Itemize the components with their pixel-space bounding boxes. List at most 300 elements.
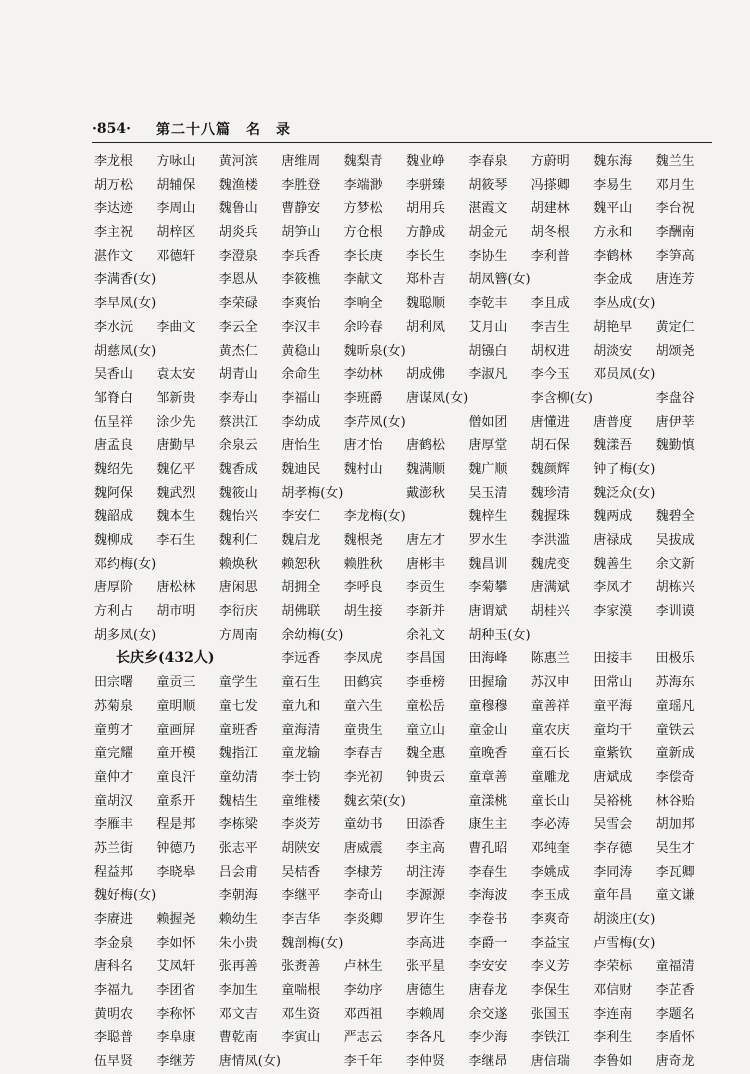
empty-cell	[593, 387, 655, 411]
person-name: 李源源	[406, 888, 446, 904]
person-name: 唐维周	[281, 154, 321, 169]
person-name: 魏阿保	[94, 485, 134, 501]
person-name: 童善祥	[530, 698, 570, 714]
person-name: 钟德乃	[156, 840, 196, 856]
person-name: 胡石保	[530, 438, 570, 454]
person-name: 胡辅保	[156, 177, 196, 193]
person-name: 李千年	[343, 1054, 383, 1070]
person-name: 唐怡生	[281, 438, 321, 454]
person-name: 唐勤早	[156, 438, 196, 454]
person-name: 艾月山	[468, 319, 508, 335]
person-name: 苏兰街	[94, 840, 134, 856]
empty-cell	[656, 482, 718, 506]
person-name: 涂少先	[156, 414, 196, 430]
person-name: 黄定仁	[655, 319, 695, 335]
person-name: 吴桔香	[281, 864, 321, 880]
person-name: 李安仁	[281, 509, 321, 525]
person-name: 康生主	[468, 817, 508, 833]
person-name: 李金泉	[94, 935, 134, 951]
person-name: 方仓根	[343, 225, 383, 241]
person-name: 李聪普	[94, 1030, 134, 1046]
person-name: 童贵生	[343, 722, 383, 738]
person-name: 胡凤簪(女)	[468, 272, 531, 288]
person-name: 魏昌训	[468, 556, 508, 572]
person-name: 方利占	[94, 604, 134, 620]
person-name: 张国玉	[530, 1006, 570, 1022]
person-name: 黄稳山	[281, 343, 321, 359]
empty-cell	[156, 268, 218, 292]
person-name: 童新成	[655, 746, 695, 762]
person-name: 李鲁如	[593, 1054, 633, 1070]
name-row	[94, 884, 718, 908]
person-name: 余交遂	[468, 1006, 508, 1022]
person-name: 李盘谷	[655, 390, 695, 406]
person-name: 唐普度	[593, 414, 633, 430]
person-name: 李易生	[593, 177, 633, 193]
person-name: 胡利凤	[406, 319, 446, 335]
empty-cell	[406, 340, 468, 364]
person-name: 罗水生	[468, 533, 508, 548]
person-name: 李安安	[468, 959, 508, 975]
person-name: 朱小贵	[218, 935, 258, 951]
person-name: 田海峰	[468, 651, 508, 667]
empty-cell	[406, 411, 468, 435]
person-name: 魏指江	[218, 746, 258, 762]
person-name: 魏利仁	[218, 533, 258, 548]
person-name: 李水沅	[94, 319, 134, 335]
person-name: 魏珍清	[530, 485, 570, 501]
empty-cell	[156, 884, 218, 908]
person-name: 童仲才	[94, 769, 134, 785]
person-name: 李胜登	[281, 177, 321, 193]
person-name: 唐威震	[343, 840, 383, 856]
person-name: 胡筱琴	[468, 177, 508, 193]
person-name: 方永和	[593, 225, 633, 241]
person-name: 唐鹤松	[406, 438, 446, 454]
person-name: 赖握尧	[156, 912, 196, 927]
person-name: 李连南	[593, 1006, 633, 1022]
person-name: 胡市明	[156, 604, 196, 620]
person-name: 童贡三	[156, 675, 196, 691]
person-name: 胡淡安	[593, 343, 633, 359]
person-name: 李利普	[530, 248, 570, 264]
section-title: 长庆乡(432人)	[116, 650, 215, 667]
person-name: 张再善	[218, 959, 258, 975]
person-name: 邓文吉	[218, 1006, 258, 1022]
person-name: 冯搽卿	[530, 177, 570, 193]
person-name: 李题名	[655, 1006, 695, 1022]
person-name: 李端渺	[343, 177, 383, 193]
person-name: 李长庚	[343, 248, 383, 264]
person-name: 僧如团	[468, 414, 508, 430]
person-name: 李爽奇	[530, 912, 570, 927]
person-name: 童石生	[281, 675, 321, 691]
person-name: 李雁丰	[94, 817, 134, 833]
name-row	[94, 695, 718, 719]
person-name: 童良汗	[156, 769, 196, 785]
person-name: 严志云	[343, 1030, 383, 1046]
person-name: 童学生	[218, 675, 258, 691]
person-name: 童立山	[406, 722, 446, 738]
person-name: 童福清	[655, 959, 695, 975]
person-name: 胡权进	[530, 343, 570, 359]
person-name: 童平海	[593, 698, 633, 714]
person-name: 卢雪梅(女)	[593, 935, 656, 951]
person-name: 李洪滥	[530, 533, 570, 548]
person-name: 胡成佛	[406, 367, 446, 383]
person-name: 邓员凤(女)	[593, 367, 656, 383]
person-name: 唐德生	[406, 983, 446, 999]
person-name: 魏迪民	[281, 461, 321, 477]
person-name: 吴拔成	[655, 533, 695, 548]
name-row	[94, 292, 718, 316]
name-row	[94, 1026, 718, 1050]
person-name: 李如怀	[156, 935, 196, 951]
person-name: 魏握珠	[530, 509, 570, 525]
name-row	[94, 197, 718, 221]
person-name: 童幼清	[218, 769, 258, 785]
person-name: 李炎芳	[281, 817, 321, 833]
person-name: 胡加邦	[655, 817, 695, 833]
empty-cell	[344, 482, 406, 506]
person-name: 唐信瑞	[530, 1054, 570, 1070]
name-row	[94, 624, 718, 648]
person-name: 赖胜秋	[343, 556, 383, 572]
person-name: 邓月生	[655, 177, 695, 193]
person-name: 李幼成	[281, 414, 321, 430]
person-name: 唐谓斌	[468, 604, 508, 620]
person-name: 李益宝	[530, 935, 570, 951]
person-name: 胡生接	[343, 604, 383, 620]
person-name: 赖幼生	[218, 912, 258, 927]
person-name: 余泉云	[218, 438, 258, 454]
person-name: 田接丰	[593, 651, 633, 667]
person-name: 伍早贤	[94, 1054, 134, 1070]
name-row	[94, 766, 718, 790]
person-name: 苏汉申	[530, 675, 570, 691]
person-name: 胡淡庄(女)	[593, 912, 656, 927]
person-name: 李淑凡	[468, 367, 508, 383]
person-name: 李寅山	[281, 1030, 321, 1046]
person-name: 邹脊白	[94, 390, 134, 406]
person-name: 李汉丰	[281, 319, 321, 335]
person-name: 李台祝	[655, 201, 695, 217]
person-name: 李存德	[593, 840, 633, 856]
person-name: 胡镪白	[468, 343, 508, 359]
person-name: 李姚成	[530, 864, 570, 880]
person-name: 李主祝	[94, 225, 134, 241]
person-name: 蔡洪江	[218, 414, 258, 430]
person-name: 湛作文	[94, 248, 134, 264]
person-name: 童系开	[156, 793, 196, 809]
person-name: 李曲文	[156, 319, 196, 335]
person-name: 伍呈祥	[94, 414, 134, 430]
person-name: 魏根尧	[343, 533, 383, 548]
person-name: 李呼良	[343, 580, 383, 596]
person-name: 童金山	[468, 722, 508, 738]
person-name: 方周南	[218, 627, 258, 643]
person-name: 李恩从	[218, 272, 258, 288]
name-row	[94, 671, 718, 695]
person-name: 李卷书	[468, 912, 508, 927]
person-name: 唐情凤(女)	[218, 1054, 281, 1070]
person-name: 李早凤(女)	[94, 296, 157, 312]
person-name: 黄杰仁	[218, 343, 258, 359]
person-name: 魏广顺	[468, 461, 508, 477]
name-row	[94, 1050, 718, 1074]
name-row	[94, 268, 718, 292]
person-name: 李长生	[406, 248, 446, 264]
person-name: 童漾桃	[468, 793, 508, 809]
person-name: 田常山	[593, 675, 633, 691]
name-list	[94, 150, 718, 1074]
person-name: 李义芳	[530, 959, 570, 975]
person-name: 林谷贻	[655, 793, 695, 809]
person-name: 胡注涛	[406, 864, 446, 880]
person-name: 唐满斌	[530, 580, 570, 596]
header-rule	[92, 142, 712, 143]
person-name: 胡陕安	[281, 840, 321, 856]
person-name: 魏韶成	[94, 509, 134, 525]
person-name: 李偿奇	[655, 769, 695, 785]
person-name: 唐松林	[156, 580, 196, 596]
person-name: 童海清	[281, 722, 321, 738]
person-name: 唐孟良	[94, 438, 134, 454]
name-row	[94, 529, 718, 553]
person-name: 戴澎秋	[406, 485, 446, 501]
empty-cell	[156, 340, 218, 364]
person-name: 李鹤林	[593, 248, 633, 264]
name-row	[94, 979, 718, 1003]
person-name: 李爽怡	[281, 296, 321, 312]
person-name: 魏满顺	[406, 461, 446, 477]
person-name: 唐厚阶	[94, 580, 134, 596]
person-name: 童文谦	[655, 888, 695, 904]
person-name: 魏碧全	[655, 509, 695, 525]
person-name: 邓纯奎	[530, 840, 570, 856]
person-name: 魏桔生	[218, 793, 258, 809]
person-name: 李各凡	[406, 1030, 446, 1046]
person-name: 李棣芳	[343, 864, 383, 880]
name-row	[94, 908, 718, 932]
person-name: 唐谋凤(女)	[406, 390, 469, 406]
person-name: 李笋高	[655, 248, 695, 264]
person-name: 李周山	[156, 201, 196, 217]
person-name: 唐厚堂	[468, 438, 508, 454]
person-name: 李春泉	[468, 154, 508, 169]
person-name: 魏勤慎	[655, 438, 695, 454]
person-name: 李瓦卿	[655, 864, 695, 880]
person-name: 童均干	[593, 722, 633, 738]
person-name: 苏菊泉	[94, 698, 134, 714]
person-name: 童幼书	[343, 817, 383, 833]
empty-cell	[468, 387, 530, 411]
person-name: 魏东海	[593, 154, 633, 169]
name-row	[94, 790, 718, 814]
person-name: 李称怀	[156, 1006, 196, 1022]
person-name: 李响全	[343, 296, 383, 312]
name-row	[94, 553, 718, 577]
person-name: 唐连芳	[655, 272, 695, 288]
person-name: 曹乾南	[218, 1030, 258, 1046]
person-name: 李家漠	[593, 604, 633, 620]
person-name: 李必涛	[530, 817, 570, 833]
empty-cell	[656, 624, 718, 648]
person-name: 唐伊莘	[655, 414, 695, 430]
person-name: 李骈臻	[406, 177, 446, 193]
person-name: 童松岳	[406, 698, 446, 714]
empty-cell	[344, 932, 406, 956]
person-name: 方蔚明	[530, 154, 570, 169]
empty-cell	[156, 624, 218, 648]
person-name: 李朝海	[218, 888, 258, 904]
person-name: 童班香	[218, 722, 258, 738]
name-row	[94, 434, 718, 458]
chapter-title: 第二十八篇 名 录	[156, 122, 291, 138]
person-name: 李班爵	[343, 390, 383, 406]
person-name: 李继芳	[156, 1054, 196, 1070]
person-name: 李海波	[468, 888, 508, 904]
person-name: 童铁云	[655, 722, 695, 738]
person-name: 胡建林	[530, 201, 570, 217]
person-name: 童晚香	[468, 746, 508, 762]
name-row	[94, 1003, 718, 1027]
empty-cell	[656, 292, 718, 316]
person-name: 余文新	[655, 556, 695, 572]
person-name: 魏聪顺	[406, 296, 446, 312]
person-name: 李盾怀	[655, 1030, 695, 1046]
person-name: 田极乐	[655, 651, 695, 667]
person-name: 李金成	[593, 272, 633, 288]
person-name: 童胡汉	[94, 793, 134, 809]
name-row	[94, 813, 718, 837]
person-name: 艾凤轩	[156, 959, 196, 975]
person-name: 李幼林	[343, 367, 383, 383]
person-name: 胡栋兴	[655, 580, 695, 596]
person-name: 魏兰生	[655, 154, 695, 169]
name-row	[94, 955, 718, 979]
person-name: 李荣碌	[218, 296, 258, 312]
person-name: 唐左才	[406, 533, 446, 548]
person-name: 邓约梅(女)	[94, 556, 157, 572]
person-name: 李吉华	[281, 912, 321, 927]
person-name: 童章善	[468, 769, 508, 785]
person-name: 唐懂进	[530, 414, 570, 430]
person-name: 李幼序	[343, 983, 383, 999]
person-name: 李利生	[593, 1030, 633, 1046]
person-name: 赖恕秋	[281, 556, 321, 572]
person-name: 魏筱山	[218, 485, 258, 501]
person-name: 魏武烈	[156, 485, 196, 501]
person-name: 吴香山	[94, 367, 134, 383]
name-row	[94, 600, 718, 624]
person-name: 魏梨青	[343, 154, 383, 169]
person-name: 魏好梅(女)	[94, 888, 157, 904]
person-name: 李福山	[281, 390, 321, 406]
person-name: 童喘根	[281, 983, 321, 999]
person-name: 李衍庆	[218, 604, 258, 620]
person-name: 李加生	[218, 983, 258, 999]
person-name: 李春生	[468, 864, 508, 880]
person-name: 李满香(女)	[94, 272, 157, 288]
name-row	[94, 411, 718, 435]
empty-cell	[531, 624, 593, 648]
person-name: 袁太安	[156, 367, 196, 383]
person-name: 邓生资	[281, 1006, 321, 1022]
name-row	[94, 363, 718, 387]
person-name: 程是邦	[156, 817, 196, 833]
person-name: 李丛成(女)	[593, 296, 656, 312]
person-name: 胡孝梅(女)	[281, 485, 344, 501]
person-name: 黄明农	[94, 1006, 134, 1022]
person-name: 李栋梁	[218, 817, 258, 833]
person-name: 余幼梅(女)	[281, 627, 344, 643]
person-name: 钟了梅(女)	[593, 461, 656, 477]
person-name: 赖焕秋	[218, 556, 258, 572]
person-name: 童维楼	[281, 793, 321, 809]
person-name: 魏剖梅(女)	[281, 935, 344, 951]
person-name: 童开模	[156, 746, 196, 762]
person-name: 李同涛	[593, 864, 633, 880]
person-name: 李芷香	[655, 983, 695, 999]
name-row	[94, 340, 718, 364]
person-name: 魏绍先	[94, 461, 134, 477]
person-name: 李协生	[468, 248, 508, 264]
person-name: 胡种玉(女)	[468, 627, 531, 643]
person-name: 胡慈凤(女)	[94, 343, 157, 359]
name-row	[94, 221, 718, 245]
person-name: 吴玉清	[468, 485, 508, 501]
person-name: 张赉善	[281, 959, 321, 975]
person-name: 魏鲁山	[218, 201, 258, 217]
person-name: 李高进	[406, 935, 446, 951]
person-name: 田添香	[406, 817, 446, 833]
person-name: 邓信财	[593, 983, 633, 999]
person-name: 吕会甫	[218, 864, 258, 880]
person-name: 苏海东	[655, 675, 695, 691]
person-name: 李昌国	[406, 651, 446, 667]
person-name: 李爵一	[468, 935, 508, 951]
empty-cell	[406, 505, 468, 529]
person-name: 李凤才	[593, 580, 633, 596]
person-name: 李乾丰	[468, 296, 508, 312]
person-name: 童画屏	[156, 722, 196, 738]
person-name: 胡多凤(女)	[94, 627, 157, 643]
person-name: 魏玄荣(女)	[343, 793, 406, 809]
person-name: 李兵香	[281, 248, 321, 264]
person-name: 魏怡兴	[218, 509, 258, 525]
person-name: 胡用兵	[406, 201, 446, 217]
person-name: 余命生	[281, 367, 321, 383]
person-name: 李菊攀	[468, 580, 508, 596]
name-row	[94, 861, 718, 885]
person-name: 魏全惠	[406, 746, 446, 762]
person-name: 李赖周	[406, 1006, 446, 1022]
name-row	[94, 742, 718, 766]
person-name: 卢林生	[343, 959, 383, 975]
person-name: 李酬南	[655, 225, 695, 241]
person-name: 李炎卿	[343, 912, 383, 927]
person-name: 童九和	[281, 698, 321, 714]
person-name: 魏平山	[593, 201, 633, 217]
person-name: 钟贵云	[406, 769, 446, 785]
person-name: 李铁江	[530, 1030, 570, 1046]
person-name: 魏泛众(女)	[593, 485, 656, 501]
person-name: 方静成	[406, 225, 446, 241]
person-name: 童七发	[218, 698, 258, 714]
empty-cell	[406, 790, 468, 814]
person-name: 张平星	[406, 959, 446, 975]
